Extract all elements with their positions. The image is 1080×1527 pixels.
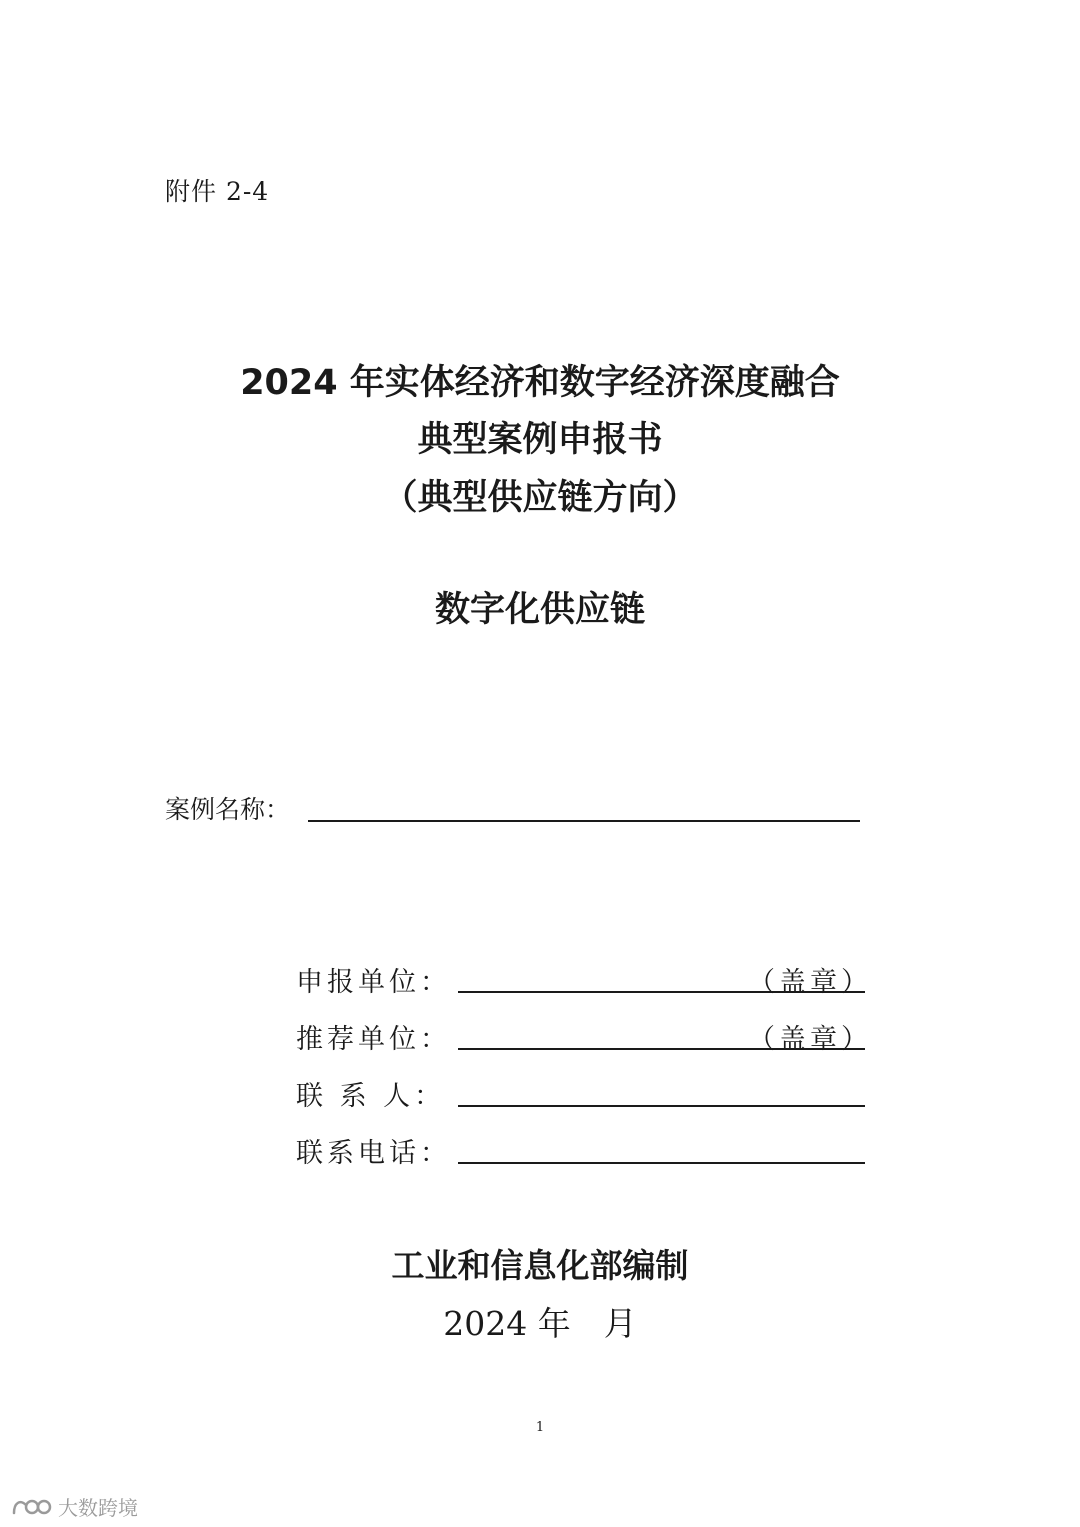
document-title-line-3: （典型供应链方向） [382,478,698,518]
recommending-unit-label: 推荐单位： [296,1024,451,1055]
page-number: 1 [535,1420,545,1435]
attachment-label: 附件 2-4 [165,177,270,206]
watermark-text: 大数跨境 [58,1496,138,1520]
applicant-unit-seal-note: （盖章） [748,967,872,998]
watermark [10,1492,138,1521]
compile-date: 2024 年 月 [443,1304,637,1343]
document-subtitle: 数字化供应链 [434,590,645,630]
brand-logo-icon [10,1495,54,1519]
contact-person-field[interactable] [458,1105,865,1107]
applicant-unit-label: 申报单位： [296,967,451,998]
contact-phone-label: 联系电话： [296,1138,451,1169]
recommending-unit-seal-note: （盖章） [748,1024,872,1055]
document-title-line-1: 2024 年实体经济和数字经济深度融合 [240,363,840,403]
contact-person-label: 联 系 人： [296,1081,446,1112]
contact-phone-field[interactable] [458,1162,865,1164]
document-title-line-2: 典型案例申报书 [417,420,663,460]
case-name-label: 案例名称： [165,795,291,824]
compiling-organization: 工业和信息化部编制 [391,1246,689,1285]
case-name-field[interactable] [308,820,860,822]
